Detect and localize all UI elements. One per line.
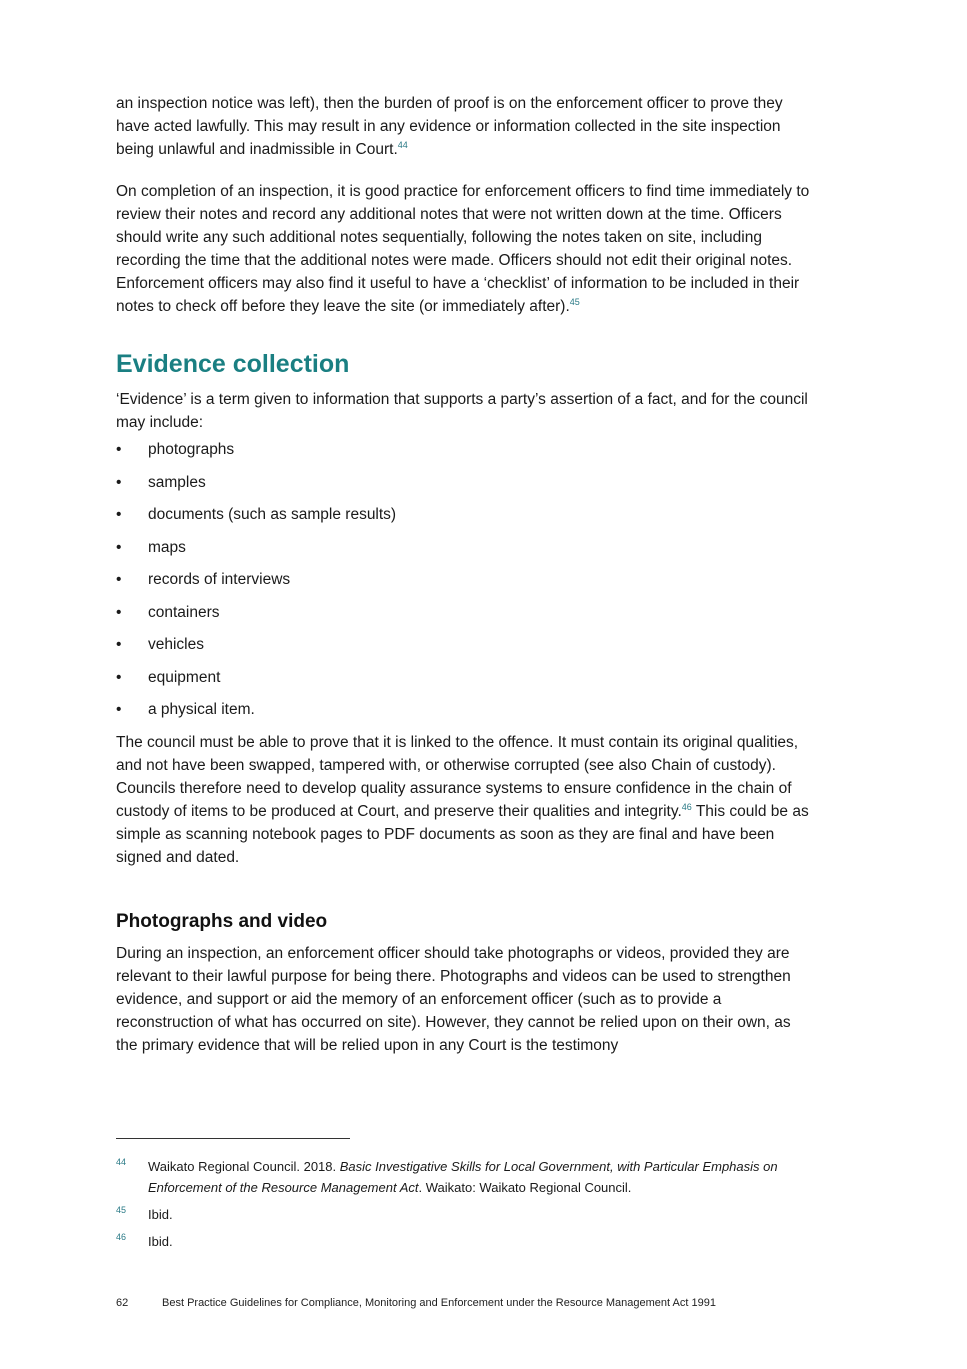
footnote-source-title: Basic Investigative Skills for Local Government, with Particular Emphasis on Enforcement of the Resource Management Act <box>148 1159 778 1195</box>
bullet-icon: • <box>116 603 122 621</box>
bullet-icon: • <box>116 473 122 491</box>
footnote-number: 45 <box>116 1205 127 1215</box>
list-item: • vehicles <box>116 633 816 656</box>
footnote-ref-46[interactable]: 46 <box>681 802 692 812</box>
page-footer <box>116 1297 716 1309</box>
list-item: • samples <box>116 471 816 494</box>
bullet-icon: • <box>116 571 122 588</box>
list-item: • containers <box>116 601 816 624</box>
list-item: • a physical item. <box>116 698 816 721</box>
bullet-icon: • <box>116 506 122 523</box>
footnote-46: 46 Ibid. <box>116 1231 816 1252</box>
paragraph-completion-of-inspection: On completion of an inspection, it is good practice for enforcement officers to find time immediately to review their notes and record any additional notes that were not written down at the time. Officers should write any such additional notes sequentially, following the notes taken on site, including recording the time that the additional notes were made. Officers should not edit their original notes. Enforcement officers may also find it useful to have a ‘checklist’ of information to be included in their notes to check off before they leave the site (or immediately after).$^{45}$ <box>116 183 810 315</box>
list-item: • documents (such as sample results) <box>116 503 816 526</box>
footnote-ref-44[interactable]: 44 <box>397 140 408 150</box>
bullet-icon: • <box>116 538 122 556</box>
section-heading-evidence-collection: Evidence collection <box>116 350 350 378</box>
footnote-number: 46 <box>116 1232 127 1242</box>
list-item: • photographs <box>116 438 816 461</box>
footnote-45: 45 Ibid. <box>116 1204 816 1225</box>
list-item: • records of interviews <box>116 568 816 591</box>
footnote-44: 44 Waikato Regional Council. 2018. Basic Investigative Skills for Local Government, with Particular Emphasis on Enforcement of the Resource Management Act. Waikato: Waikato Regional Council. <box>116 1156 816 1198</box>
subsection-heading-photographs-and-video: Photographs and video <box>116 911 328 932</box>
bullet-icon: • <box>116 441 122 458</box>
footnote-separator <box>116 1138 350 1139</box>
bullet-icon: • <box>116 668 122 686</box>
list-item: • maps <box>116 536 816 559</box>
paragraph-photographs: During an inspection, an enforcement officer should take photographs or videos, provided they are relevant to their lawful purpose for being there. Photographs and videos can be used to strengthen evidence, and support or aid the memory of an enforcement officer (such as to provide a reconstruction of what has occurred on site). However, they cannot be relied upon on their own, as the primary evidence that will be relied upon in any Court is the testimony <box>116 945 791 1054</box>
evidence-intro: ‘Evidence’ is a term given to information that supports a party’s assertion of a fact, and for the council may include: <box>116 391 808 431</box>
evidence-list <box>116 438 816 721</box>
footnote-ref-45[interactable]: 45 <box>569 297 580 307</box>
footnote-number: 44 <box>116 1157 127 1167</box>
document-title: Best Practice Guidelines for Compliance, Monitoring and Enforcement under the Resource Management Act 1991 <box>162 1297 716 1309</box>
paragraph-burden-of-proof: an inspection notice was left), then the burden of proof is on the enforcement officer to prove they have acted lawfully. This may result in any evidence or information collected in the site inspection being unlawful and inadmissible in Court.$^{44}$ <box>116 95 783 158</box>
paragraph-chain-of-custody: The council must be able to prove that it is linked to the offence. It must contain its original qualities, and not have been swapped, tampered with, or otherwise corrupted (see also Chain of custody). Councils therefore need to develop quality assurance systems to ensure confidence in the chain of custody of items to be produced at Court, and preserve their qualities and integrity.$^{46}$ This could be as simple as scanning notebook pages to PDF documents as soon as they are final and have been signed and dated. <box>116 734 809 866</box>
page-body <box>116 92 816 1057</box>
page-number: 62 <box>116 1297 129 1309</box>
bullet-icon: • <box>116 636 122 653</box>
list-item: • equipment <box>116 666 816 689</box>
bullet-icon: • <box>116 701 122 718</box>
footnotes <box>116 1156 816 1258</box>
